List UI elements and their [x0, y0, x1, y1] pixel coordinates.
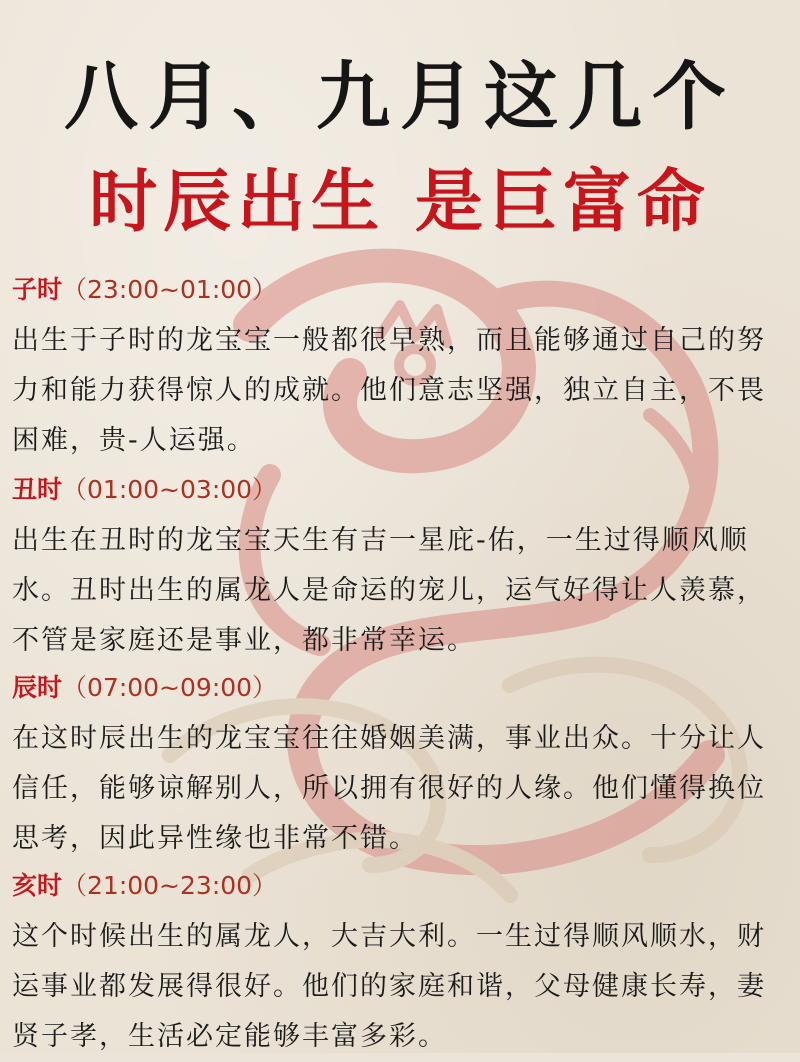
section-heading — [12, 866, 790, 906]
page-title: 八月、九月这几个 — [64, 54, 736, 140]
section-name: 丑时 — [12, 475, 63, 504]
section-time: （01:00~03:00） — [62, 475, 278, 504]
section-text: 在这时辰出生的龙宝宝往往婚姻美满，事业出众。十分让人信任，能够谅解别人，所以拥有很好的人缘。他们懂得换位思考，因此异性缘也非常不错。 — [12, 723, 766, 854]
section-time: （21:00~23:00） — [62, 871, 278, 900]
section-time: （23:00~01:00） — [62, 275, 278, 304]
section-hai — [12, 866, 790, 1062]
section-heading — [12, 668, 790, 708]
section-zi — [12, 270, 790, 466]
section-name: 子时 — [12, 275, 63, 304]
section-name: 亥时 — [12, 871, 63, 900]
section-chen — [12, 668, 790, 864]
section-heading — [12, 470, 790, 510]
section-text: 这个时候出生的属龙人，大吉大利。一生过得顺风顺水，财运事业都发展得很好。他们的家庭和谐，父母健康长寿，妻贤子孝，生活必定能够丰富多彩。 — [12, 921, 766, 1052]
page-subtitle: 时辰出生 是巨富命 — [89, 163, 711, 242]
section-text: 出生于子时的龙宝宝一般都很早熟，而且能够通过自己的努力和能力获得惊人的成就。他们意志坚强，独立自主，不畏困难，贵-人运强。 — [12, 325, 766, 456]
section-text: 出生在丑时的龙宝宝天生有吉一星庇-佑，一生过得顺风顺水。丑时出生的属龙人是命运的宠儿，运气好得让人羡慕，不管是家庭还是事业，都非常幸运。 — [12, 525, 766, 656]
section-chou — [12, 470, 790, 666]
section-time: （07:00~09:00） — [62, 673, 278, 702]
section-heading — [12, 270, 790, 310]
section-name: 辰时 — [12, 673, 63, 702]
